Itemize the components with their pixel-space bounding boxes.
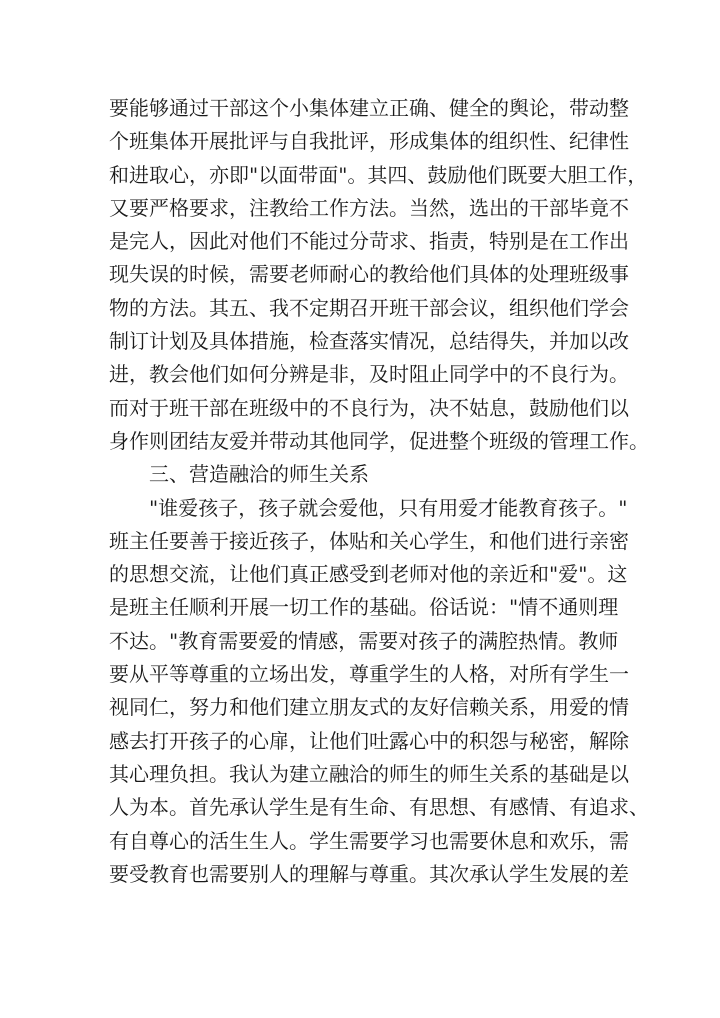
text-line: 而对于班干部在班级中的不良行为，决不姑息，鼓励他们以 [109, 395, 629, 420]
text-line: 制订计划及具体措施，检查落实情况，总结得失，并加以改 [109, 329, 629, 354]
text-line: 要能够通过干部这个小集体建立正确、健全的舆论，带动整 [109, 96, 629, 120]
text-line: 又要严格要求，注教给工作方法。当然，选出的干部毕竟不 [109, 195, 629, 220]
text-line: 进，教会他们如何分辨是非，及时阻止同学中的不良行为。 [109, 362, 629, 387]
section-heading: 三、营造融洽的师生关系 [149, 462, 369, 487]
text-line: 现失误的时候，需要老师耐心的教给他们具体的处理班级事 [109, 262, 629, 287]
text-line: 个班集体开展批评与自我批评，形成集体的组织性、纪律性 [109, 129, 629, 154]
text-line: 其心理负担。我认为建立融洽的师生的师生关系的基础是以 [109, 761, 629, 786]
text-line: 人为本。首先承认学生是有生命、有思想、有感情、有追求、 [109, 795, 649, 820]
text-line: 感去打开孩子的心扉，让他们吐露心中的积怨与秘密，解除 [109, 728, 629, 753]
text-line: 是班主任顺利开展一切工作的基础。俗话说："情不通则理 [109, 595, 619, 620]
text-line: 物的方法。其五、我不定期召开班干部会议，组织他们学会 [109, 295, 629, 320]
body-text [109, 92, 649, 891]
text-line: 有自尊心的活生生人。学生需要学习也需要休息和欢乐，需 [109, 828, 629, 853]
text-line: 要从平等尊重的立场出发，尊重学生的人格，对所有学生一 [109, 662, 629, 687]
quote-line: "谁爱孩子，孩子就会爱他，只有用爱才能教育孩子。" [149, 495, 628, 520]
text-line: 的思想交流，让他们真正感受到老师对他的亲近和"爱"。这 [109, 562, 628, 587]
text-line: 要受教育也需要别人的理解与尊重。其次承认学生发展的差 [109, 861, 629, 886]
text-line: 和进取心，亦即"以面带面"。其四、鼓励他们既要大胆工作， [109, 162, 648, 187]
text-line: 身作则团结友爱并带动其他同学，促进整个班级的管理工作。 [109, 428, 649, 453]
text-line: 是完人，因此对他们不能过分苛求、指责，特别是在工作出 [109, 229, 629, 254]
text-line: 班主任要善于接近孩子，体贴和关心学生，和他们进行亲密 [109, 528, 629, 553]
text-line: 视同仁，努力和他们建立朋友式的友好信赖关系，用爱的情 [109, 695, 629, 720]
text-line: 不达。"教育需要爱的情感，需要对孩子的满腔热情。教师 [109, 628, 619, 653]
